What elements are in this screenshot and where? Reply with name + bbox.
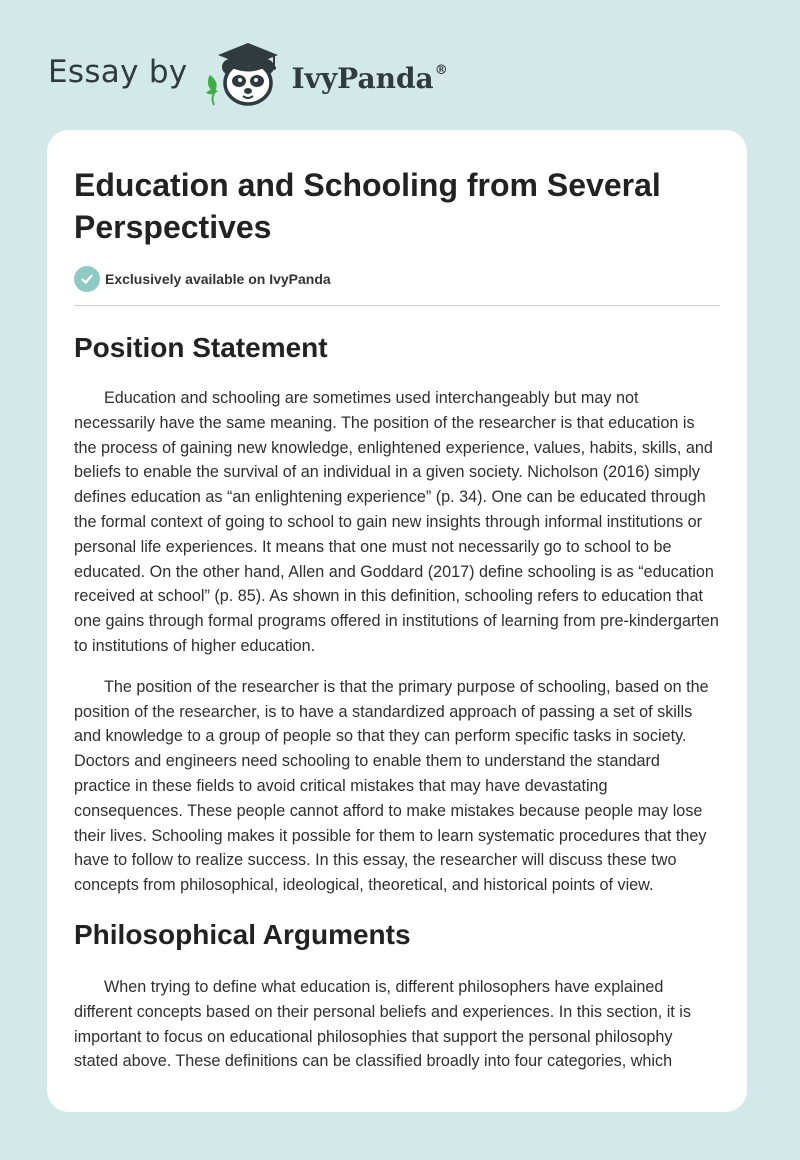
essay-title: Education and Schooling from Several Perspectives (74, 167, 661, 245)
essay-card (47, 130, 747, 1112)
section-heading: Position Statement (74, 332, 328, 363)
paragraph: When trying to define what education is, different philosophers have explained different concepts based on their personal beliefs and experiences. In this section, it is important to focus on educational philosophies that support the personal philosophy stated above. These definitions can be classified broadly into four categories, which (74, 977, 691, 1071)
brand-name: IvyPanda® (291, 61, 448, 95)
paragraph: The position of the researcher is that the primary purpose of schooling, based on the position of the researcher, is to have a standardized approach of passing a set of skills and knowledge to a group of people so that they can perform specific tasks in society. Doctors and engineers need schooling to enable them to understand the standard practice in these fields to avoid critical mistakes that may have devastating consequences. These people cannot afford to make mistakes because people may lose their lives. Schooling makes it possible for them to learn systematic procedures that they have to follow to realize success. In this essay, the researcher will discuss these two concepts from philosophical, ideological, theoretical, and historical points of view. (74, 677, 709, 895)
section-philosophical-arguments (74, 919, 720, 1074)
site-header (48, 36, 448, 116)
panda-graduate-icon (204, 37, 286, 109)
exclusive-label: Exclusively available on IvyPanda (105, 271, 331, 287)
registered-mark: ® (434, 62, 448, 78)
paragraph: Education and schooling are sometimes used interchangeably but may not necessarily have the same meaning. The position of the researcher is that education is the process of gaining new knowledge, enlightened experience, values, habits, skills, and beliefs to enable the survival of an individual in a given society. Nicholson (2016) simply defines education as “an enlightening experience” (p. 34). One can be educated through the formal context of going to school to gain new insights through informal institutions or personal life experiences. It means that one must not necessarily go to school to be educated. On the other hand, Allen and Goddard (2017) define schooling is as “education received at school” (p. 85). As shown in this definition, schooling refers to education that one gains through formal programs offered in institutions of learning from pre-kindergarten to institutions of higher education. (74, 389, 719, 655)
divider (74, 305, 720, 306)
exclusive-badge (74, 266, 720, 292)
checkmark-icon (74, 266, 100, 292)
ivy-leaf-icon (206, 75, 218, 105)
section-heading: Philosophical Arguments (74, 918, 411, 950)
section-position-statement (74, 332, 720, 898)
essay-by-label: Essay by (48, 54, 188, 90)
